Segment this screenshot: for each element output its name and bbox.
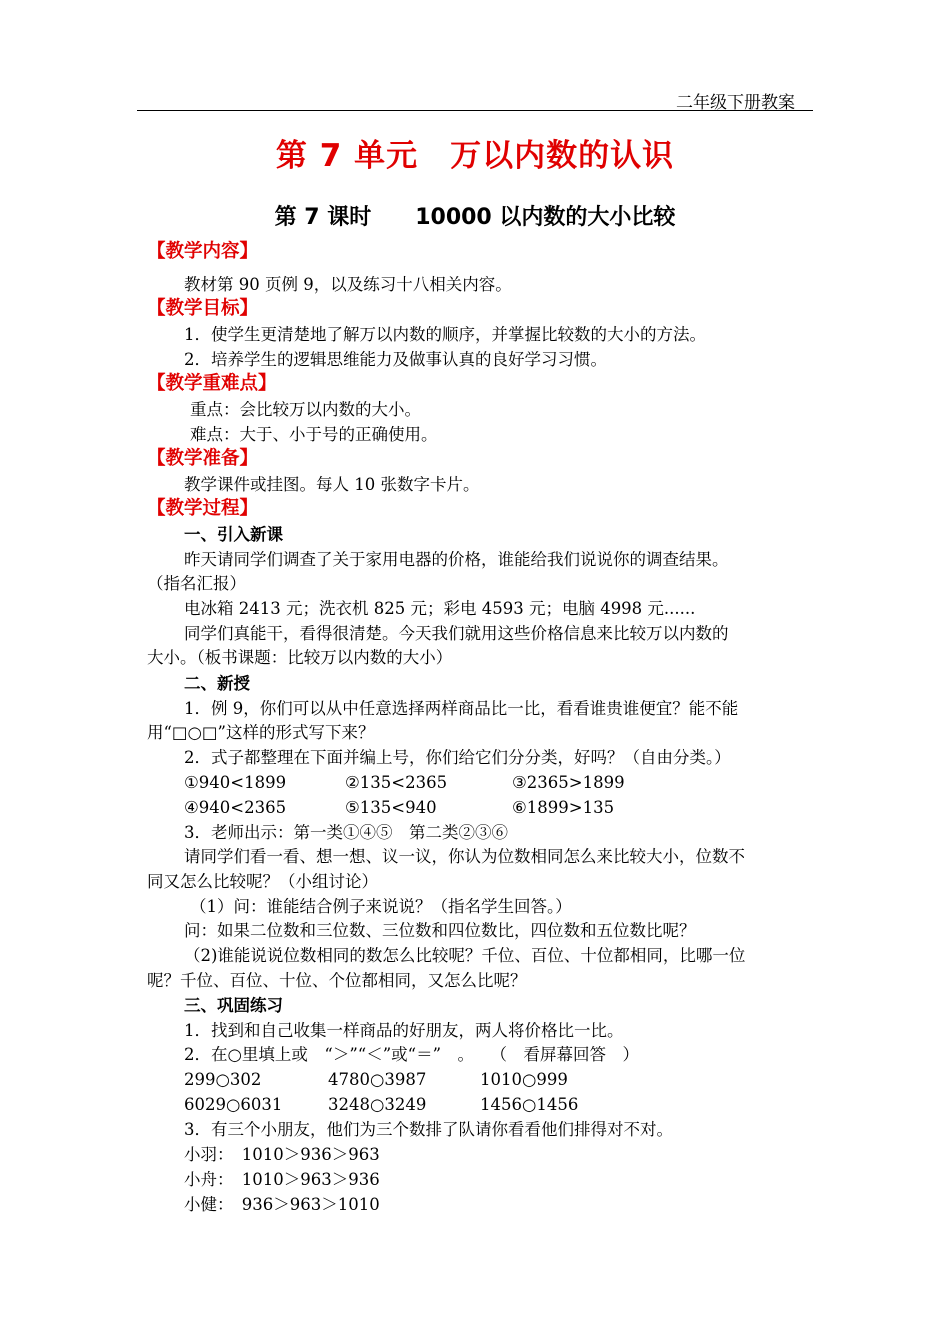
expression-3: ③2365>1899: [512, 773, 625, 792]
part1-para-3-cont: 大小。（板书课题：比较万以内数的大小）: [147, 648, 453, 667]
content-text: 教材第 90 页例 9，以及练习十八相关内容。: [184, 275, 512, 294]
section-heading-goals: 【教学目标】: [147, 298, 259, 319]
expression-1: ①940<1899: [184, 773, 287, 792]
section-heading-content: 【教学内容】: [147, 241, 259, 262]
part2-question-1: （1）问：谁能结合例子来说说？（指名学生回答。）: [190, 897, 572, 916]
fill-item-2: 4780○3987: [328, 1070, 427, 1089]
part2-para-4: 请同学们看一看、想一想、议一议，你认为位数相同怎么来比较大小，位数不: [184, 847, 745, 866]
part1-para-1: 昨天请同学们调查了关于家用电器的价格，谁能给我们说说你的调查结果。: [184, 550, 729, 569]
goal-item-1: 1．使学生更清楚地了解万以内数的顺序，并掌握比较数的大小的方法。: [184, 325, 706, 344]
expression-6: ⑥1899>135: [512, 798, 615, 817]
section-heading-prep: 【教学准备】: [147, 448, 259, 469]
part1-para-1-cont: （指名汇报）: [147, 574, 246, 593]
part3-para-2: 2．在○里填上或 “＞”“＜”或“＝” 。 （ 看屏幕回答 ）: [184, 1045, 640, 1064]
part2-heading: 二、新授: [184, 674, 250, 693]
goal-item-2: 2．培养学生的逻辑思维能力及做事认真的良好学习习惯。: [184, 350, 607, 369]
expression-5: ⑤135<940: [345, 798, 437, 817]
fill-item-6: 1456○1456: [480, 1095, 579, 1114]
expression-2: ②135<2365: [345, 773, 448, 792]
fill-item-3: 1010○999: [480, 1070, 568, 1089]
part2-para-1: 1．例 9，你们可以从中任意选择两样商品比一比，看看谁贵谁便宜？能不能: [184, 699, 739, 718]
kid-line-1: 小羽： 1010＞936＞963: [184, 1145, 380, 1164]
prep-text: 教学课件或挂图。每人 10 张数字卡片。: [184, 475, 480, 494]
fill-item-1: 299○302: [184, 1070, 262, 1089]
part2-para-3: 3．老师出示：第一类①④⑤ 第二类②③⑥: [184, 823, 508, 842]
part2-question-2: 问：如果二位数和三位数、三位数和四位数比，四位数和五位数比呢？: [184, 921, 696, 940]
part1-heading: 一、引入新课: [184, 525, 283, 544]
key-difficulty: 难点：大于、小于号的正确使用。: [190, 425, 438, 444]
fill-item-4: 6029○6031: [184, 1095, 283, 1114]
expression-4: ④940<2365: [184, 798, 287, 817]
kid-line-2: 小舟： 1010＞963＞936: [184, 1170, 380, 1189]
part2-question-3-cont: 呢？千位、百位、十位、个位都相同，又怎么比呢？: [147, 971, 527, 990]
part3-para-3: 3．有三个小朋友，他们为三个数排了队请你看看他们排得对不对。: [184, 1120, 673, 1139]
part2-para-1-cont: 用“□○□”这样的形式写下来？: [147, 723, 375, 742]
lesson-title: 第 7 课时 10000 以内数的大小比较: [274, 205, 676, 230]
part1-para-3: 同学们真能干，看得很清楚。今天我们就用这些价格信息来比较万以内数的: [184, 624, 729, 643]
section-heading-key: 【教学重难点】: [147, 373, 277, 394]
part2-para-4-cont: 同又怎么比较呢？（小组讨论）: [147, 872, 378, 891]
part1-para-2: 电冰箱 2413 元；洗衣机 825 元；彩电 4593 元；电脑 4998 元......: [184, 599, 696, 618]
header-divider: [137, 110, 813, 111]
key-focus: 重点：会比较万以内数的大小。: [190, 400, 421, 419]
kid-line-3: 小健： 936＞963＞1010: [184, 1195, 380, 1214]
section-heading-process: 【教学过程】: [147, 498, 259, 519]
part2-para-2: 2．式子都整理在下面并编上号，你们给它们分分类，好吗？（自由分类。）: [184, 748, 731, 767]
part3-heading: 三、巩固练习: [184, 996, 283, 1015]
unit-title: 第 7 单元 万以内数的认识: [275, 138, 675, 174]
part2-question-3: （2)谁能说说位数相同的数怎么比较呢？千位、百位、十位都相同，比哪一位: [184, 946, 746, 965]
part3-para-1: 1．找到和自己收集一样商品的好朋友，两人将价格比一比。: [184, 1021, 624, 1040]
header-text: 二年级下册教案: [676, 93, 795, 113]
fill-item-5: 3248○3249: [328, 1095, 427, 1114]
